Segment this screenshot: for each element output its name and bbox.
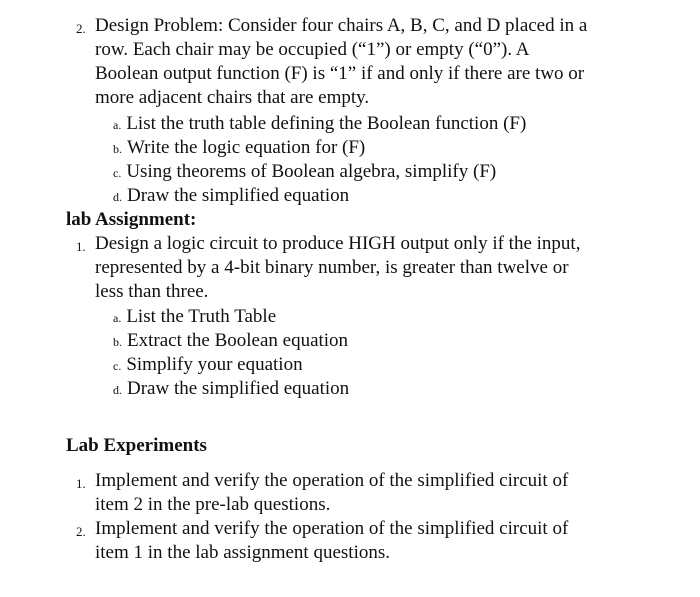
subitem-text: List the truth table defining the Boolean function (F) (126, 113, 527, 134)
subitem-text: Draw the simplified equation (127, 378, 350, 399)
problem-2-number: 2. (76, 21, 86, 36)
problem-2-subitem-c (113, 160, 496, 185)
text-line: Boolean output function (F) is “1” if and only if there are two or (95, 63, 585, 84)
lab-experiment-2-number: 2. (76, 524, 86, 539)
subitem-text: Using theorems of Boolean algebra, simplify (F) (126, 161, 497, 182)
lab-assignment-subitem-d (113, 377, 349, 402)
lab-assignment-subitem-a (113, 305, 276, 330)
lab-experiment-1-number: 1. (76, 476, 86, 491)
text-line: more adjacent chairs that are empty. (95, 87, 370, 108)
text-line: Implement and verify the operation of the simplified circuit of (95, 518, 569, 539)
problem-2-subitem-b (113, 136, 365, 161)
text-line: item 2 in the pre-lab questions. (95, 494, 331, 515)
subitem-text: List the Truth Table (126, 306, 277, 327)
subitem-marker: c. (113, 166, 122, 180)
lab-assignment-subitem-b (113, 329, 348, 354)
text-line: Implement and verify the operation of the simplified circuit of (95, 470, 569, 491)
lab-assignment-text (95, 232, 635, 304)
subitem-marker: b. (113, 335, 122, 349)
problem-2-subitem-a (113, 112, 526, 137)
subitem-marker: a. (113, 118, 122, 132)
lab-assignment-heading: lab Assignment: (66, 209, 197, 230)
text-line: row. Each chair may be occupied (“1”) or empty (“0”). A (95, 39, 530, 60)
subitem-text: Draw the simplified equation (127, 185, 350, 206)
subitem-marker: a. (113, 311, 122, 325)
subitem-marker: d. (113, 383, 122, 397)
subitem-text: Simplify your equation (126, 354, 303, 375)
text-line: item 1 in the lab assignment questions. (95, 542, 390, 563)
lab-assignment-subitem-c (113, 353, 303, 378)
text-line: Design a logic circuit to produce HIGH output only if the input, (95, 233, 581, 254)
lab-experiments-heading: Lab Experiments (66, 435, 207, 456)
subitem-text: Extract the Boolean equation (127, 330, 349, 351)
subitem-marker: d. (113, 190, 122, 204)
problem-2-text (95, 14, 635, 110)
subitem-marker: b. (113, 142, 122, 156)
problem-2-subitem-d (113, 184, 349, 209)
text-line: Design Problem: Consider four chairs A, B, C, and D placed in a (95, 15, 588, 36)
text-line: less than three. (95, 281, 209, 302)
lab-assignment-number: 1. (76, 239, 86, 254)
lab-experiment-2-text (95, 517, 635, 565)
subitem-text: Write the logic equation for (F) (127, 137, 366, 158)
lab-experiment-1-text (95, 469, 635, 517)
subitem-marker: c. (113, 359, 122, 373)
text-line: represented by a 4-bit binary number, is greater than twelve or (95, 257, 569, 278)
